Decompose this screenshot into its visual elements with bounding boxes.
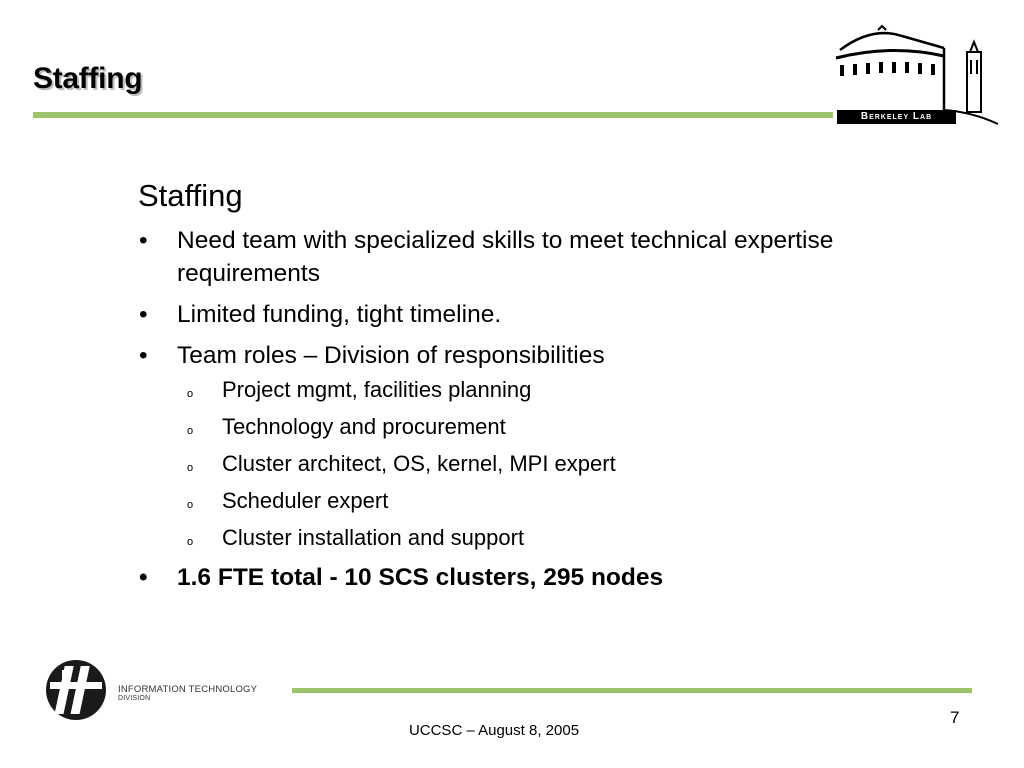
page-number: 7 [950,708,960,727]
footer [0,722,1024,739]
it-division-emblem-icon [44,660,110,720]
bullet-item [138,224,898,290]
sub-bullet-marker: o [187,388,194,400]
sub-bullet-list [177,376,898,552]
body-heading: Staffing [138,178,243,213]
sub-bullet-text: Cluster architect, OS, kernel, MPI expert [222,451,616,476]
sub-bullet-text: Cluster installation and support [222,525,525,550]
it-division-label: INFORMATION TECHNOLOGY [118,684,258,695]
sub-bullet-item [177,487,898,515]
sub-bullet-marker: o [187,425,194,437]
bullet-marker: • [139,564,148,591]
it-division-sublabel: DIVISION [118,695,151,702]
bullet-list [138,224,898,594]
title-divider [33,112,833,118]
bullet-item [138,339,898,552]
sub-bullet-item [177,450,898,478]
bullet-marker: • [139,342,148,369]
bullet-item [138,298,898,331]
footer-divider [292,688,972,693]
sub-bullet-marker: o [187,462,194,474]
bullet-text: 1.6 FTE total - 10 SCS clusters, 295 nodes [177,564,664,591]
sub-bullet-item [177,376,898,404]
sub-bullet-marker: o [187,536,194,548]
sub-bullet-item [177,524,898,552]
bullet-text: Team roles – Division of responsibilities [177,342,605,369]
bullet-item-summary [138,561,898,594]
slide-body [138,178,898,602]
sub-bullet-item [177,413,898,441]
sub-bullet-marker: o [187,499,194,511]
bullet-text: Need team with specialized skills to meet technical expertise requirements [177,227,834,287]
slide-title: Staffing [33,62,143,95]
bullet-text: Limited funding, tight timeline. [177,301,502,328]
sub-bullet-text: Technology and procurement [222,414,506,439]
bullet-marker: • [139,227,148,254]
footer-text: UCCSC – August 8, 2005 [408,722,580,739]
sub-bullet-text: Project mgmt, facilities planning [222,377,532,402]
bullet-marker: • [139,301,148,328]
sub-bullet-text: Scheduler expert [222,488,389,513]
berkeley-lab-label: Berkeley Lab [837,110,956,124]
